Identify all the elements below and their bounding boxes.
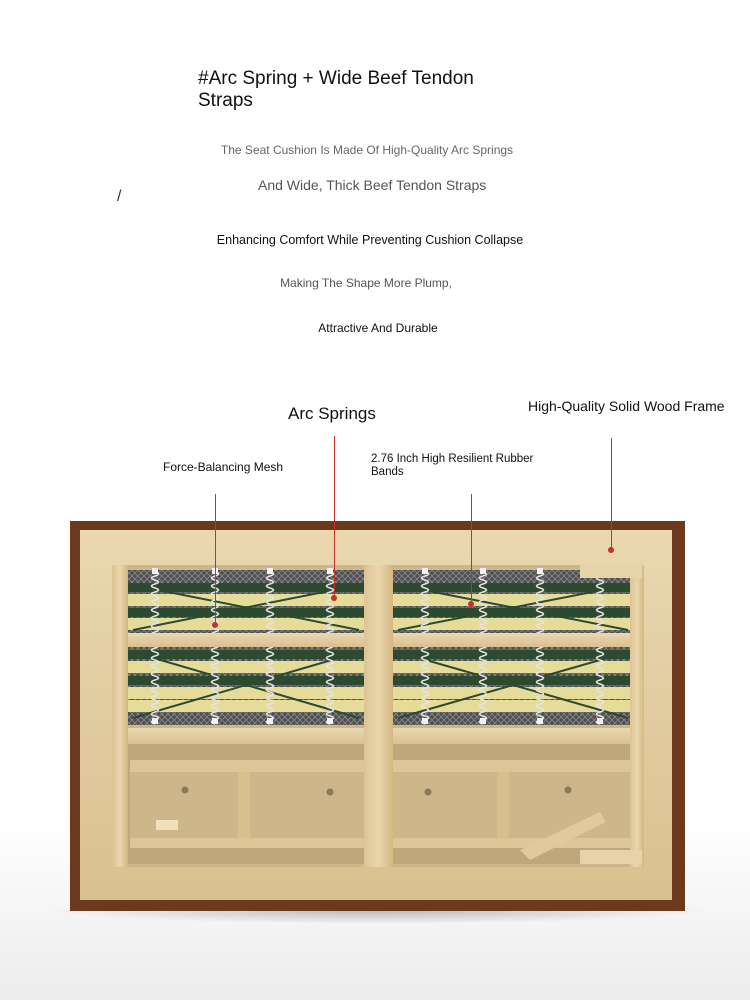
description-line-3: Enhancing Comfort While Preventing Cushion Collapse [216, 233, 524, 247]
spring-clip [480, 568, 486, 574]
spring-clip [327, 568, 333, 574]
section-title: #Arc Spring + Wide Beef Tendon Straps [198, 68, 474, 111]
label-mesh: Force-Balancing Mesh [163, 460, 284, 474]
label-rubber-bands: 2.76 Inch High Resilient Rubber Bands [371, 453, 534, 478]
right-post [630, 565, 644, 867]
leader-rubber-bands [471, 494, 472, 604]
bolt [565, 787, 572, 794]
label-wood-frame: High-Quality Solid Wood Frame [528, 398, 725, 414]
rubber-band-strap [128, 700, 364, 712]
lower-upright-left [238, 772, 250, 838]
marker-rubber-bands [468, 601, 474, 607]
label-arc-springs: Arc Springs [288, 404, 376, 423]
rubber-band-strap [393, 594, 633, 606]
lower-upright-right [497, 772, 509, 838]
spring-clip [152, 568, 158, 574]
description-line-5: Attractive And Durable [318, 321, 438, 335]
description-line-2: And Wide, Thick Beef Tendon Straps [258, 177, 487, 193]
marker-wood-frame [608, 547, 614, 553]
spring-clip [537, 718, 543, 724]
spring-clip [422, 568, 428, 574]
stray-mark: / [117, 188, 122, 205]
spring-clip [480, 718, 486, 724]
corner-block [580, 850, 642, 864]
description-line-4: Making The Shape More Plump, [280, 276, 452, 290]
marker-arc-springs [331, 595, 337, 601]
bolt [327, 789, 334, 796]
leader-arc-springs [334, 436, 335, 598]
leader-mesh [215, 494, 216, 624]
spring-clip [267, 568, 273, 574]
description-line-1: The Seat Cushion Is Made Of High-Quality Arc Springs [220, 143, 514, 157]
spring-clip [152, 718, 158, 724]
left-post [112, 565, 128, 867]
spring-clip [212, 718, 218, 724]
spring-clip [537, 568, 543, 574]
marker-mesh [212, 622, 218, 628]
bolt [182, 787, 189, 794]
center-beam [364, 565, 393, 867]
corner-block [580, 564, 642, 578]
wood-block [156, 820, 178, 830]
spring-clip [597, 718, 603, 724]
spring-clip [267, 718, 273, 724]
spring-clip [422, 718, 428, 724]
spring-clip [327, 718, 333, 724]
leader-wood-frame [611, 438, 612, 550]
bolt [425, 789, 432, 796]
